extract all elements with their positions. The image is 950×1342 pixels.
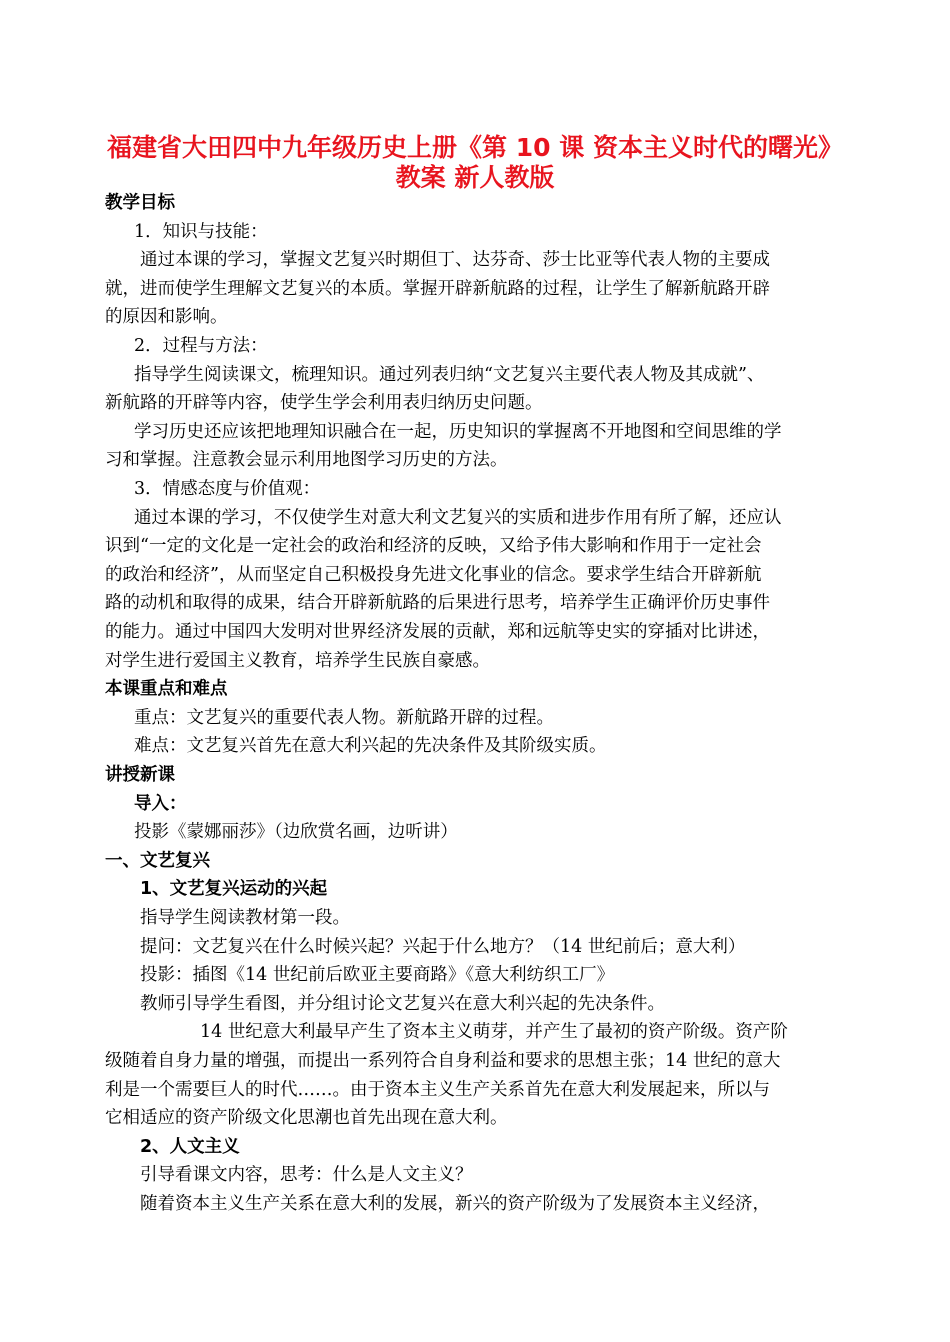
paragraph-line: 通过本课的学习，不仅使学生对意大利文艺复兴的实质和进步作用有所了解，还应认 xyxy=(134,508,782,528)
paragraph-line: 习和掌握。注意教会显示利用地图学习历史的方法。 xyxy=(105,450,508,470)
paragraph-line: 的原因和影响。 xyxy=(105,307,228,327)
paragraph-line: 难点：文艺复兴首先在意大利兴起的先决条件及其阶级实质。 xyxy=(134,736,607,756)
section-heading-new-lesson: 讲授新课 xyxy=(105,765,175,785)
paragraph-line: 它相适应的资产阶级文化思潮也首先出现在意大利。 xyxy=(105,1108,508,1128)
paragraph-line: 的政治和经济”，从而坚定自己积极投身先进文化事业的信念。要求学生结合开辟新航 xyxy=(105,565,762,585)
paragraph-line: 通过本课的学习，掌握文艺复兴时期但丁、达芬奇、莎士比亚等代表人物的主要成 xyxy=(140,250,770,270)
paragraph-line: 教师引导学生看图，并分组讨论文艺复兴在意大利兴起的先决条件。 xyxy=(140,994,665,1014)
section-heading-objectives: 教学目标 xyxy=(105,193,175,213)
paragraph-line: 新航路的开辟等内容，使学生学会利用表归纳历史问题。 xyxy=(105,393,543,413)
paragraph-line: 级随着自身力量的增强，而提出一系列符合自身利益和要求的思想主张；14 世纪的意大 xyxy=(105,1051,781,1071)
paragraph-line: 学习历史还应该把地理知识融合在一起，历史知识的掌握离不开地图和空间思维的学 xyxy=(134,422,782,442)
document-title-line-1: 福建省大田四中九年级历史上册《第 10 课 资本主义时代的曙光》 xyxy=(107,133,843,162)
paragraph-line: 指导学生阅读课文，梳理知识。通过列表归纳“文艺复兴主要代表人物及其成就”、 xyxy=(134,365,765,385)
section-heading-key-points: 本课重点和难点 xyxy=(105,679,228,699)
paragraph-line: 投影：插图《14 世纪前后欧亚主要商路》《意大利纺织工厂》 xyxy=(140,965,615,985)
paragraph-line: 14 世纪意大利最早产生了资本主义萌芽，并产生了最初的资产阶级。资产阶 xyxy=(200,1022,788,1042)
subheading-rise: 1、文艺复兴运动的兴起 xyxy=(140,879,328,899)
paragraph-line: 提问：文艺复兴在什么时候兴起？兴起于什么地方？（14 世纪前后；意大利） xyxy=(140,937,746,957)
subheading-process: 2．过程与方法： xyxy=(134,336,268,356)
document-title-line-2: 教案 新人教版 xyxy=(395,163,555,192)
paragraph-line: 路的动机和取得的成果，结合开辟新航路的后果进行思考，培养学生正确评价历史事件 xyxy=(105,593,770,613)
paragraph-line: 利是一个需要巨人的时代……。由于资本主义生产关系首先在意大利发展起来，所以与 xyxy=(105,1080,770,1100)
paragraph-line: 投影《蒙娜丽莎》（边欣赏名画，边听讲） xyxy=(134,822,458,842)
paragraph-line: 识到“一定的文化是一定社会的政治和经济的反映，又给予伟大影响和作用于一定社会 xyxy=(105,536,762,556)
paragraph-line: 的能力。通过中国四大发明对世界经济发展的贡献，郑和远航等史实的穿插对比讲述， xyxy=(105,622,770,642)
paragraph-line: 对学生进行爱国主义教育，培养学生民族自豪感。 xyxy=(105,651,490,671)
paragraph-line: 引导看课文内容，思考：什么是人文主义？ xyxy=(140,1165,473,1185)
paragraph-line: 随着资本主义生产关系在意大利的发展，新兴的资产阶级为了发展资本主义经济， xyxy=(140,1194,770,1214)
subheading-knowledge: 1．知识与技能： xyxy=(134,222,268,242)
subheading-intro: 导入： xyxy=(134,794,187,814)
paragraph-line: 就，进而使学生理解文艺复兴的本质。掌握开辟新航路的过程，让学生了解新航路开辟 xyxy=(105,279,770,299)
section-heading-renaissance: 一、文艺复兴 xyxy=(105,851,210,871)
paragraph-line: 重点：文艺复兴的重要代表人物。新航路开辟的过程。 xyxy=(134,708,554,728)
subheading-humanism: 2、人文主义 xyxy=(140,1137,240,1157)
subheading-attitude: 3．情感态度与价值观： xyxy=(134,479,321,499)
paragraph-line: 指导学生阅读教材第一段。 xyxy=(140,908,350,928)
